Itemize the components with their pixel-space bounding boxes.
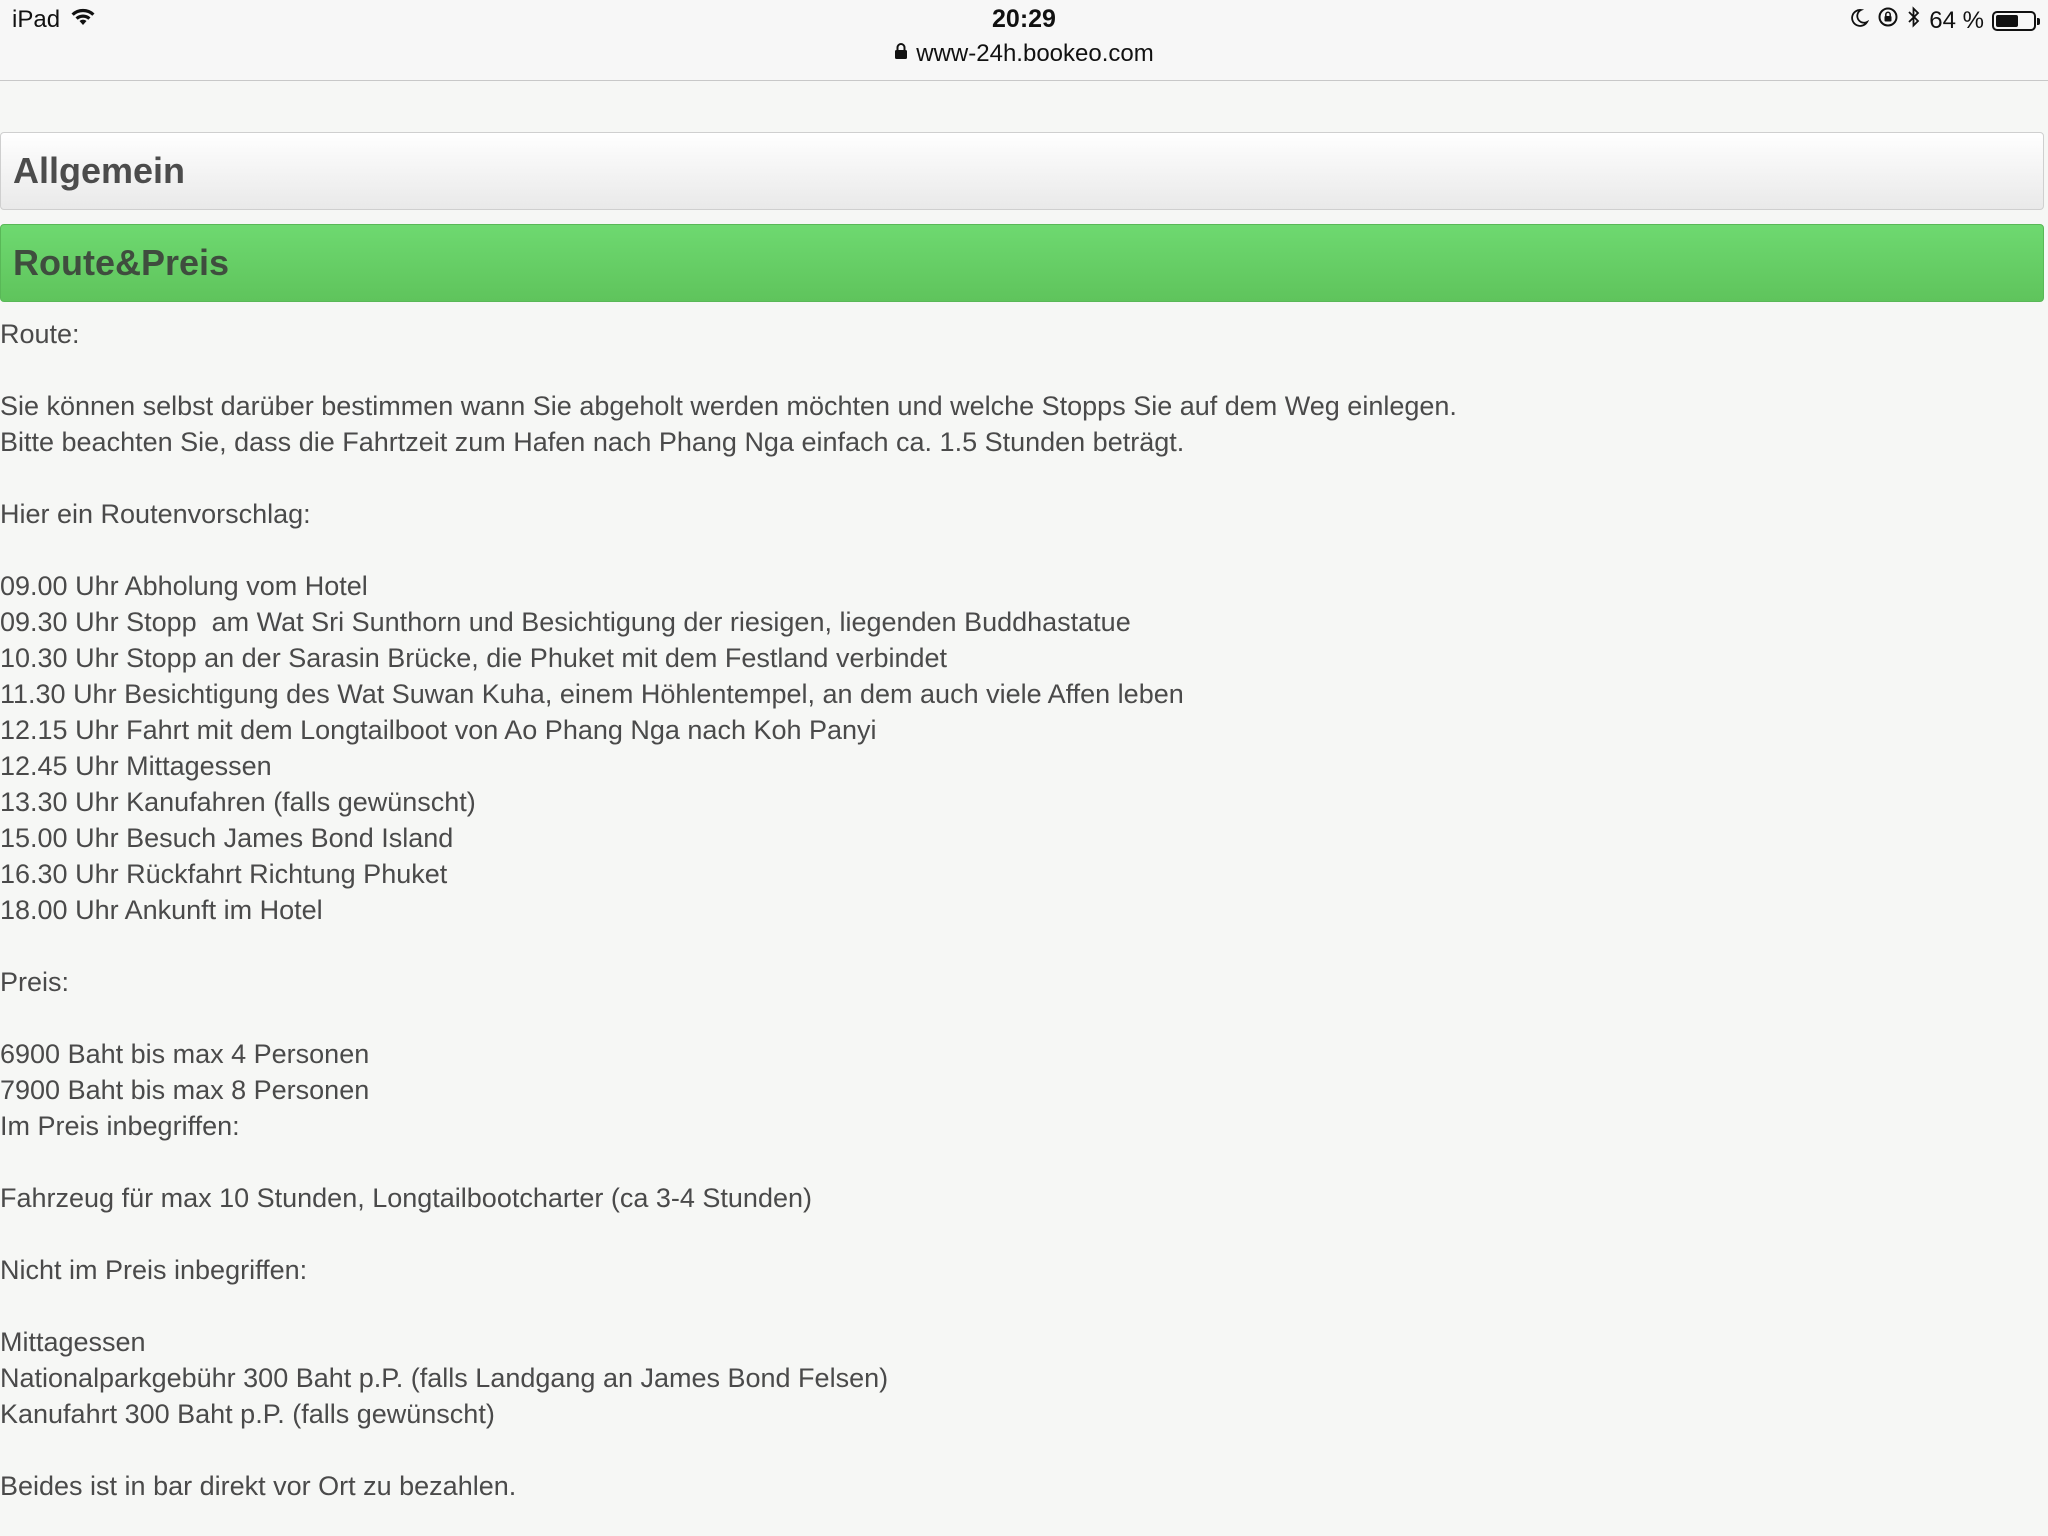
- accordion-route-preis-title: Route&Preis: [13, 242, 230, 283]
- price-heading: Preis:: [0, 967, 70, 997]
- itinerary-item: 11.30 Uhr Besichtigung des Wat Suwan Kuha, einem Höhlentempel, an dem auch viele Affen leben: [0, 679, 1184, 709]
- itinerary-item: 12.15 Uhr Fahrt mit dem Longtailboot von Ao Phang Nga nach Koh Panyi: [0, 715, 877, 745]
- battery-percent: 64 %: [1929, 6, 1984, 34]
- route-heading: Route:: [0, 319, 80, 349]
- device-label: iPad: [12, 6, 61, 33]
- itinerary-item: 18.00 Uhr Ankunft im Hotel: [0, 895, 323, 925]
- suggestion-heading: Hier ein Routenvorschlag:: [0, 499, 311, 529]
- status-right: [1849, 6, 2036, 35]
- itinerary-item: 12.45 Uhr Mittagessen: [0, 751, 272, 781]
- not-included-item: Kanufahrt 300 Baht p.P. (falls gewünscht): [0, 1399, 495, 1429]
- intro-line-2: Bitte beachten Sie, dass die Fahrtzeit zum Hafen nach Phang Nga einfach ca. 1.5 Stunden beträgt.: [0, 427, 1185, 457]
- itinerary-item: 16.30 Uhr Rückfahrt Richtung Phuket: [0, 859, 448, 889]
- included-text: Fahrzeug für max 10 Stunden, Longtailbootcharter (ca 3-4 Stunden): [0, 1183, 812, 1213]
- rotation-lock-icon: [1877, 6, 1899, 35]
- not-included-heading: Nicht im Preis inbegriffen:: [0, 1255, 308, 1285]
- itinerary-item: 10.30 Uhr Stopp an der Sarasin Brücke, die Phuket mit dem Festland verbindet: [0, 643, 948, 673]
- itinerary-item: 09.30 Uhr Stopp am Wat Sri Sunthorn und Besichtigung der riesigen, liegenden Buddhastatue: [0, 607, 1131, 637]
- payment-note: Beides ist in bar direkt vor Ort zu bezahlen.: [0, 1471, 517, 1501]
- intro-line-1: Sie können selbst darüber bestimmen wann Sie abgeholt werden möchten und welche Stopps Sie auf dem Weg einlegen.: [0, 391, 1457, 421]
- status-bar: [0, 0, 2048, 81]
- bluetooth-icon: [1907, 6, 1921, 35]
- clock: 20:29: [992, 5, 1056, 33]
- included-heading: Im Preis inbegriffen:: [0, 1111, 240, 1141]
- url-text: www-24h.bookeo.com: [916, 40, 1154, 67]
- accordion-route-preis[interactable]: [0, 224, 2044, 302]
- price-line: 6900 Baht bis max 4 Personen: [0, 1039, 370, 1069]
- itinerary-item: 15.00 Uhr Besuch James Bond Island: [0, 823, 454, 853]
- not-included-item: Mittagessen: [0, 1327, 146, 1357]
- battery-fill: [1996, 15, 2018, 27]
- itinerary-item: 13.30 Uhr Kanufahren (falls gewünscht): [0, 787, 476, 817]
- route-price-content: [0, 316, 2040, 1504]
- battery-icon: [1992, 11, 2036, 31]
- price-line: 7900 Baht bis max 8 Personen: [0, 1075, 370, 1105]
- address-bar[interactable]: [0, 40, 2048, 68]
- lock-icon: [894, 39, 908, 67]
- itinerary-item: 09.00 Uhr Abholung vom Hotel: [0, 571, 368, 601]
- accordion-allgemein-title: Allgemein: [13, 150, 186, 191]
- not-included-item: Nationalparkgebühr 300 Baht p.P. (falls Landgang an James Bond Felsen): [0, 1363, 889, 1393]
- accordion-allgemein[interactable]: [0, 132, 2044, 210]
- moon-icon: [1849, 7, 1869, 35]
